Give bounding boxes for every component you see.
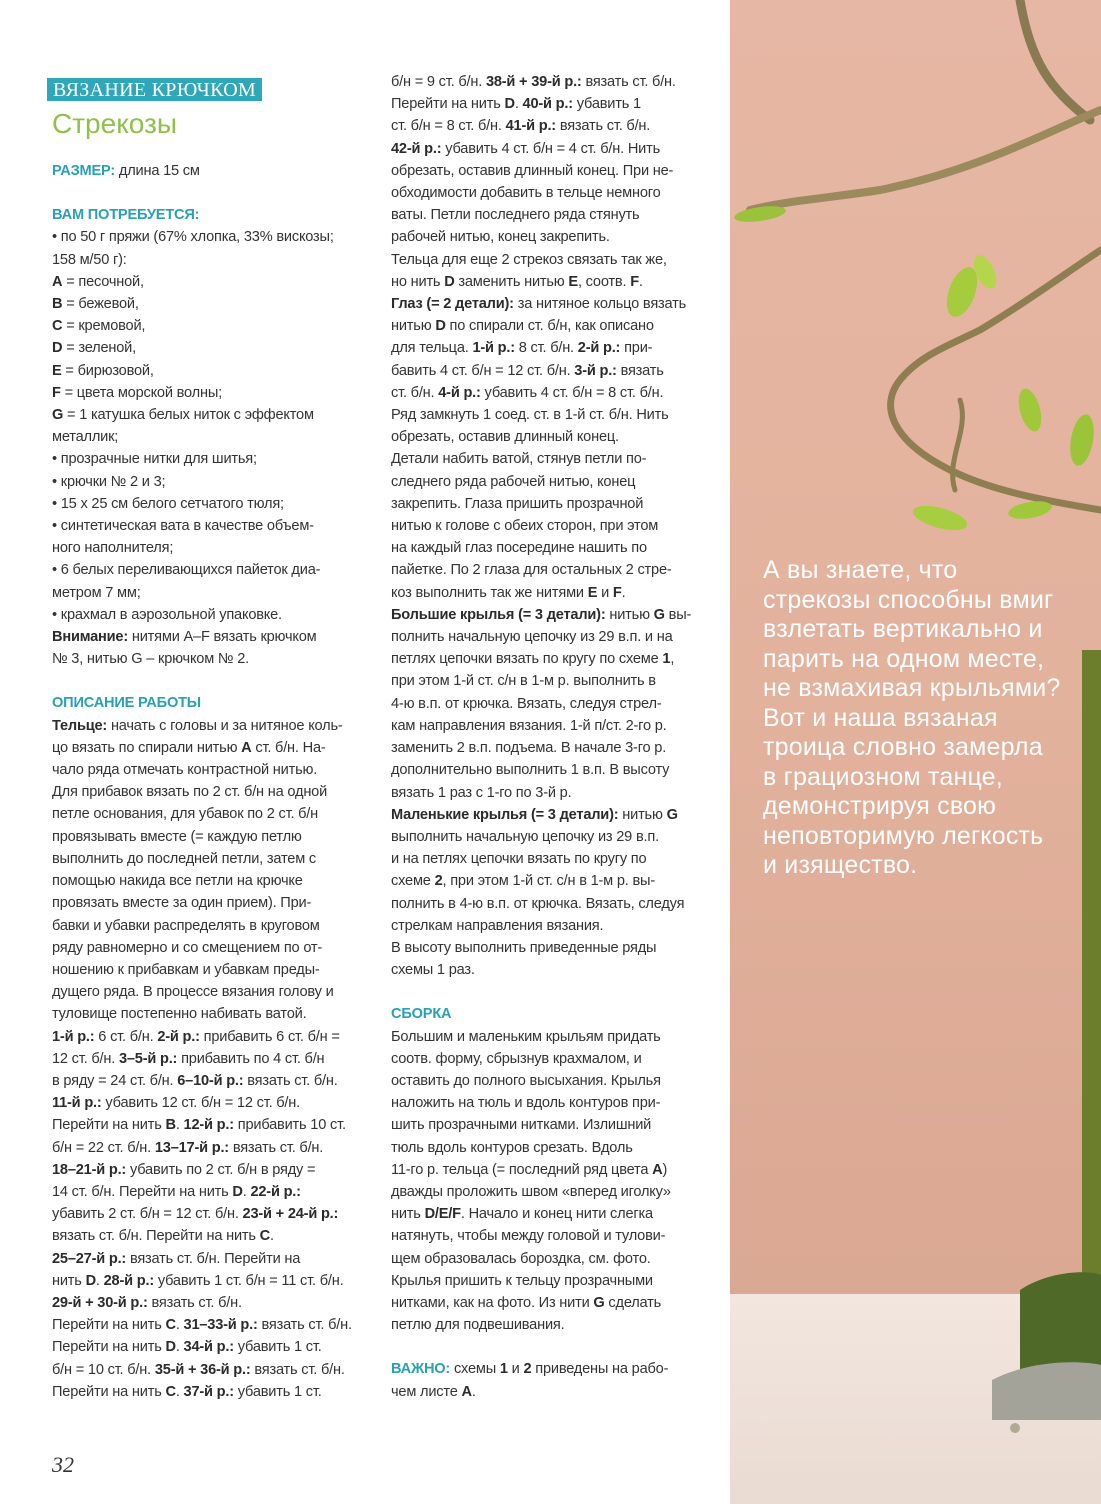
yarn-color-item: D = зеленой, xyxy=(52,340,136,357)
assembly-line: натянуть, чтобы между головой и тулови- xyxy=(391,1228,666,1245)
work-line: петле основания, для убавок по 2 ст. б/н xyxy=(52,806,319,823)
materials-line: • 6 белых переливающихся пайеток диа- xyxy=(52,562,321,579)
important-text-2: чем листе A. xyxy=(391,1383,476,1400)
work-line: Большие крылья (= 3 детали): нитью G вы- xyxy=(391,606,692,623)
work-line: Перейти на нить C. 37-й р.: убавить 1 ст. xyxy=(52,1383,322,1400)
materials-line: • прозрачные нитки для шитья; xyxy=(52,451,257,468)
work-line: 1-й р.: 6 ст. б/н. 2-й р.: прибавить 6 ст. б/н = xyxy=(52,1028,340,1045)
assembly-line: соотв. форму, сбрызнув крахмалом, и xyxy=(391,1050,642,1067)
attention-text-1: нитями A–F вязать крючком xyxy=(128,629,317,646)
materials-line: • крахмал в аэрозольной упаковке. xyxy=(52,606,282,623)
work-line: Глаз (= 2 детали): за нитяное кольцо вязать xyxy=(391,296,686,313)
yarn-color-item: E = бирюзовой, xyxy=(52,362,154,379)
materials-line: • синтетическая вата в качестве объем- xyxy=(52,518,314,535)
work-line: выполнить до последней петли, затем с xyxy=(52,850,317,867)
work-line: 11-й р.: убавить 12 ст. б/н = 12 ст. б/н. xyxy=(52,1095,300,1112)
work-line: для тельца. 1-й р.: 8 ст. б/н. 2-й р.: при- xyxy=(391,340,653,357)
work-line: Детали набить ватой, стянув петли по- xyxy=(391,451,647,468)
pull-quote: А вы знаете, что стрекозы способны вмиг взлетать вертикально и парить на одном месте, не взмахивая крыльями? Вот и наша вязаная троица словно замерла в грациозном танце, демонстрируя свою неповторимую легкость и изящество. xyxy=(763,556,1061,879)
attention-text-2: № 3, нитью G – крючком № 2. xyxy=(52,651,249,668)
materials-line: метром 7 мм; xyxy=(52,584,141,601)
work-line: стрелкам направления вязания. xyxy=(391,917,604,934)
yarn-color-item: F = цвета морской волны; xyxy=(52,384,222,401)
work-line: при этом 1-й ст. с/н в 1-м р. выполнить в xyxy=(391,673,656,690)
page-title: Стрекозы xyxy=(52,108,177,139)
work-line: следнего ряда рабочей нитью, конец xyxy=(391,473,636,490)
assembly-line: 11-го р. тельца (= последний ряд цвета A) xyxy=(391,1161,668,1178)
work-line: Тельце: начать с головы и за нитяное коль- xyxy=(52,717,343,734)
important-note xyxy=(391,1358,713,1380)
yarn-color-item: A = песочной, xyxy=(52,273,144,290)
important-text-1: схемы 1 и 2 приведены на рабо- xyxy=(450,1361,669,1378)
work-line: 14 ст. б/н. Перейти на нить D. 22-й р.: xyxy=(52,1183,301,1200)
work-line: на каждый глаз посередине нашить по xyxy=(391,540,647,557)
work-line: нить D. 28-й р.: убавить 1 ст. б/н = 11 ст. б/н. xyxy=(52,1272,344,1289)
work-line: ряду равномерно и со смещением по от- xyxy=(52,939,323,956)
work-line: петлях цепочки вязать по кругу по схеме 1, xyxy=(391,651,675,668)
work-line: и на петлях цепочки вязать по кругу по xyxy=(391,851,647,868)
materials-line: ного наполнителя; xyxy=(52,540,174,557)
work-line: 29-й + 30-й р.: вязать ст. б/н. xyxy=(52,1294,242,1311)
assembly-line: щем образовалась бороздка, см. фото. xyxy=(391,1250,651,1267)
work-line: бавки и убавки распределять в круговом xyxy=(52,917,320,934)
work-line: В высоту выполнить приведенные ряды xyxy=(391,939,657,956)
size-line xyxy=(52,160,374,182)
assembly-line: Крылья пришить к тельцу прозрачными xyxy=(391,1272,653,1289)
work-line: ст. б/н = 8 ст. б/н. 41-й р.: вязать ст. б/н. xyxy=(391,118,651,135)
work-line: вязать ст. б/н. Перейти на нить C. xyxy=(52,1228,274,1245)
work-line: помощью накида все петли на крючке xyxy=(52,873,303,890)
work-line: выполнить начальную цепочку из 29 в.п. xyxy=(391,828,659,845)
materials-line: 158 м/50 г): xyxy=(52,251,127,268)
materials-line: • по 50 г пряжи (67% хлопка, 33% вискозы; xyxy=(52,229,334,246)
yarn-colors-list xyxy=(52,271,374,426)
work-line: Перейти на нить D. 40-й р.: убавить 1 xyxy=(391,96,641,113)
assembly-line: нить D/E/F. Начало и конец нити слегка xyxy=(391,1206,653,1223)
work-line: 25–27-й р.: вязать ст. б/н. Перейти на xyxy=(52,1250,301,1267)
work-line: провязать вместе за один прием). При- xyxy=(52,895,312,912)
work-line: Маленькие крылья (= 3 детали): нитью G xyxy=(391,806,678,823)
work-line: убавить 2 ст. б/н = 12 ст. б/н. 23-й + 24-й р.: xyxy=(52,1206,339,1223)
work-line: бавить 4 ст. б/н = 12 ст. б/н. 3-й р.: вязать xyxy=(391,362,664,379)
work-line: 12 ст. б/н. 3–5-й р.: прибавить по 4 ст. б/н xyxy=(52,1050,325,1067)
work-line: схеме 2, при этом 1-й ст. с/н в 1-м р. вы- xyxy=(391,873,655,890)
work-line: 42-й р.: убавить 4 ст. б/н = 4 ст. б/н. Нить xyxy=(391,140,661,157)
assembly-line: шить прозрачными нитками. Излишний xyxy=(391,1117,652,1134)
materials-line: • 15 х 25 см белого сетчатого тюля; xyxy=(52,495,284,512)
assembly-text xyxy=(391,1026,713,1337)
work-line: туловище постепенно набивать ватой. xyxy=(52,1006,307,1023)
work-line: ношению к прибавкам и убавкам преды- xyxy=(52,961,320,978)
work-line: вязать 1 раз с 1-го по 3-й р. xyxy=(391,784,572,801)
work-line: Для прибавок вязать по 2 ст. б/н на одной xyxy=(52,784,328,801)
work-line: полнить начальную цепочку из 29 в.п. и на xyxy=(391,629,673,646)
work-line: провязывать вместе (= каждую петлю xyxy=(52,828,302,845)
assembly-line: Большим и маленьким крыльям придать xyxy=(391,1028,661,1045)
work-description xyxy=(52,715,374,1403)
important-label: ВАЖНО: xyxy=(391,1361,451,1378)
right-column xyxy=(391,71,713,1403)
work-line: ст. б/н. 4-й р.: убавить 4 ст. б/н = 8 ст. б/н. xyxy=(391,384,664,401)
work-line: полнить в 4-ю в.п. от крючка. Вязать, следуя xyxy=(391,895,685,912)
work-line: ваты. Петли последнего ряда стянуть xyxy=(391,207,640,224)
work-line: Тельца для еще 2 стрекоз связать так же, xyxy=(391,251,667,268)
work-line: кам направления вязания. 1-й п/ст. 2-го р. xyxy=(391,717,667,734)
work-line: дополнительно выполнить 1 в.п. В высоту xyxy=(391,762,670,779)
left-column xyxy=(52,160,374,1403)
work-line: б/н = 22 ст. б/н. 13–17-й р.: вязать ст. б/н. xyxy=(52,1139,324,1156)
work-line: обрезать, оставив длинный конец. При не- xyxy=(391,162,674,179)
size-value: длина 15 см xyxy=(115,163,200,179)
work-line: заменить 2 в.п. подъема. В начале 3-го р. xyxy=(391,740,667,757)
attention-label: Внимание: xyxy=(52,629,129,646)
assembly-heading: СБОРКА xyxy=(391,1006,452,1023)
work-line: 18–21-й р.: убавить по 2 ст. б/н в ряду = xyxy=(52,1161,316,1178)
work-line: дущего ряда. В процессе вязания голову и xyxy=(52,984,334,1001)
work-line: обходимости добавить в тельце немного xyxy=(391,185,661,202)
page-number: 32 xyxy=(52,1452,74,1477)
yarn-color-item: G = 1 катушка белых ниток с эффектом xyxy=(52,407,314,424)
work-line: в ряду = 24 ст. б/н. 6–10-й р.: вязать ст. б/н. xyxy=(52,1072,338,1089)
assembly-line: тюль вдоль контуров срезать. Вдоль xyxy=(391,1139,633,1156)
work-line: б/н = 10 ст. б/н. 35-й + 36-й р.: вязать ст. б/н. xyxy=(52,1361,345,1378)
work-line: коз выполнить так же нитями E и F. xyxy=(391,584,626,601)
attention-note xyxy=(52,626,374,648)
assembly-line: петлю для подвешивания. xyxy=(391,1317,565,1334)
assembly-line: дважды проложить швом «вперед иголку» xyxy=(391,1183,671,1200)
assembly-line: наложить на тюль и вдоль контуров при- xyxy=(391,1095,661,1112)
work-line: Перейти на нить D. 34-й р.: убавить 1 ст. xyxy=(52,1339,322,1356)
work-line: схемы 1 раз. xyxy=(391,962,475,979)
work-description-continued xyxy=(391,71,713,981)
materials-line: металлик; xyxy=(52,429,119,446)
work-line: рабочей нитью, конец закрепить. xyxy=(391,229,610,246)
work-line: Перейти на нить B. 12-й р.: прибавить 10 ст. xyxy=(52,1117,346,1134)
materials-list-continued xyxy=(52,426,374,626)
rubric-label: ВЯЗАНИЕ КРЮЧКОМ xyxy=(47,78,262,101)
work-line: чало ряда отмечать контрастной нитью. xyxy=(52,762,318,779)
yarn-color-item: C = кремовой, xyxy=(52,318,146,335)
work-line: пайетке. По 2 глаза для остальных 2 стре- xyxy=(391,562,672,579)
work-line: но нить D заменить нитью E, соотв. F. xyxy=(391,273,643,290)
work-line: обрезать, оставив длинный конец. xyxy=(391,429,619,446)
work-line: б/н = 9 ст. б/н. 38-й + 39-й р.: вязать ст. б/н. xyxy=(391,74,676,90)
materials-line: • крючки № 2 и 3; xyxy=(52,473,166,490)
work-line: нитью к голове с обеих сторон, при этом xyxy=(391,518,659,535)
work-line: 4-ю в.п. от крючка. Вязать, следуя стрел- xyxy=(391,695,662,712)
materials-list xyxy=(52,226,374,270)
yarn-color-item: B = бежевой, xyxy=(52,296,139,313)
materials-heading: ВАМ ПОТРЕБУЕТСЯ: xyxy=(52,207,200,224)
work-line: цо вязать по спирали нитью A ст. б/н. На- xyxy=(52,739,326,756)
assembly-line: нитками, как на фото. Из нити G сделать xyxy=(391,1294,662,1311)
assembly-line: оставить до полного высыхания. Крылья xyxy=(391,1072,661,1089)
work-line: Ряд замкнуть 1 соед. ст. в 1-й ст. б/н. Нить xyxy=(391,407,669,424)
work-line: Перейти на нить C. 31–33-й р.: вязать ст. б/н. xyxy=(52,1317,352,1334)
work-heading: ОПИСАНИЕ РАБОТЫ xyxy=(52,695,201,712)
work-line: закрепить. Глаза пришить прозрачной xyxy=(391,495,644,512)
work-line: нитью D по спирали ст. б/н, как описано xyxy=(391,318,654,335)
size-label: РАЗМЕР: xyxy=(52,163,116,179)
